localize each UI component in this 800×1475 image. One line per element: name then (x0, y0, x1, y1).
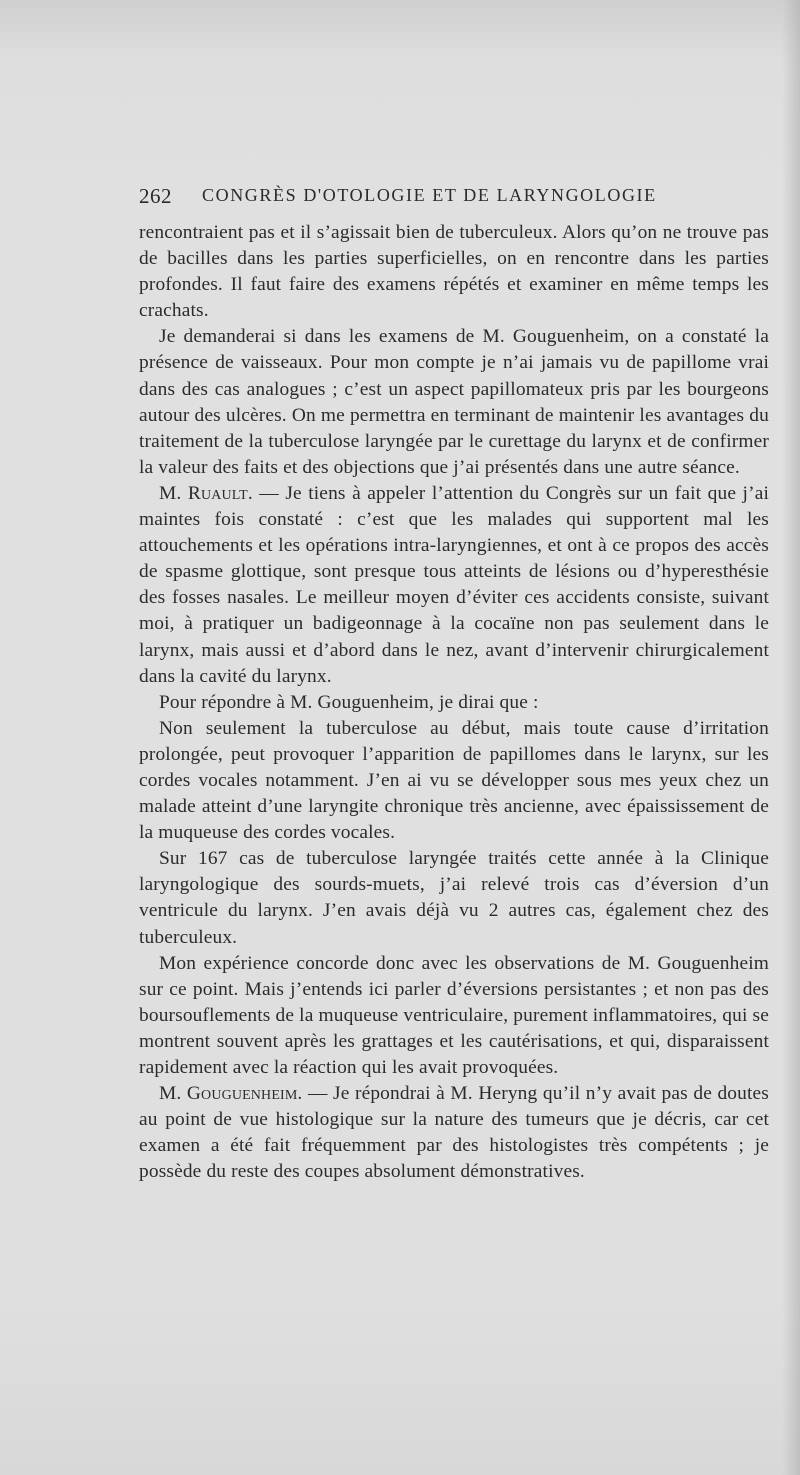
paragraph (139, 846, 769, 950)
page-edge-shadow (782, 0, 800, 1475)
paragraph-text: — Je tiens à appeler l’attention du Congrès sur un fait que j’ai maintes fois constaté : c’est que les malades qui supportent mal les attouchements et les opérations intra-laryngiennes, et ont à ce propos des accès de spasme glottique, sont presque tous atteints de lésions ou d’hyperesthésie des fosses nasales. Le meilleur moyen d’éviter ces accidents consiste, suivant moi, à pratiquer un badigeonnage à la cocaïne non pas seulement dans le larynx, mais aussi et d’abord dans le nez, avant d’intervenir chirurgicalement dans la cavité du larynx. (139, 482, 769, 687)
paragraph (139, 716, 769, 846)
paragraph (139, 481, 769, 690)
speaker-name: M. Gouguenheim. (159, 1083, 303, 1105)
paragraph-text: Mon expérience concorde donc avec les observations de M. Gouguenheim sur ce point. Mais j’entends ici parler d’éversions persistantes ; et non pas des boursouflements de la muqueuse ventriculaire, purement inflammatoires, qui se montrent souvent après les grattages et les cautérisations, et qui, disparaissent rapidement avec la réaction qui les avait provoquées. (139, 952, 769, 1078)
paragraph (139, 220, 769, 324)
paragraph (139, 324, 769, 481)
paragraph (139, 1081, 769, 1185)
running-title: CONGRÈS D'OTOLOGIE ET DE LARYNGOLOGIE (202, 185, 657, 205)
page-number: 262 (139, 184, 172, 208)
paragraph (139, 951, 769, 1081)
speaker-name: M. Ruault. (159, 482, 253, 504)
paragraph-text: — Je répondrai à M. Heryng qu’il n’y avait pas de doutes au point de vue histologique sur la nature des tumeurs que je décris, car cet examen a été fait fréquemment par des histologistes très compétents ; je possède du reste des coupes absolument démonstratives. (139, 1083, 769, 1183)
paragraph-text: rencontraient pas et il s’agissait bien de tuberculeux. Alors qu’on ne trouve pas de bacilles dans les parties superficielles, on en rencontre dans les parties profondes. Il faut faire des examens répétés et examiner en même temps les crachats. (139, 222, 769, 322)
paragraph-text: Pour répondre à M. Gouguenheim, je dirai que : (159, 691, 539, 713)
paragraph-text: Je demanderai si dans les examens de M. Gouguenheim, on a constaté la présence de vaisseaux. Pour mon compte je n’ai jamais vu de papillome vrai dans des cas analogues ; c’est un aspect papillomateux pris par les bourgeons autour des ulcères. On me permettra en terminant de maintenir les avantages du traitement de la tuberculose laryngée par le curettage du larynx et de confirmer la valeur des faits et des objections que j’ai présentés dans une autre séance. (139, 326, 769, 478)
paragraph-text: Sur 167 cas de tuberculose laryngée traités cette année à la Clinique laryngologique des sourds-muets, j’ai relevé trois cas d’éversion d’un ventricule du larynx. J’en avais déjà vu 2 autres cas, également chez des tuberculeux. (139, 848, 769, 948)
body-text (139, 220, 769, 1185)
paragraph-text: Non seulement la tuberculose au début, mais toute cause d’irritation prolongée, peut provoquer l’apparition de papillomes dans le larynx, sur les cordes vocales notamment. J’en ai vu se développer sous mes yeux chez un malade atteint d’une laryngite chronique très ancienne, avec épaississement de la muqueuse des cordes vocales. (139, 717, 769, 844)
running-header (139, 181, 769, 211)
paragraph (139, 690, 769, 716)
